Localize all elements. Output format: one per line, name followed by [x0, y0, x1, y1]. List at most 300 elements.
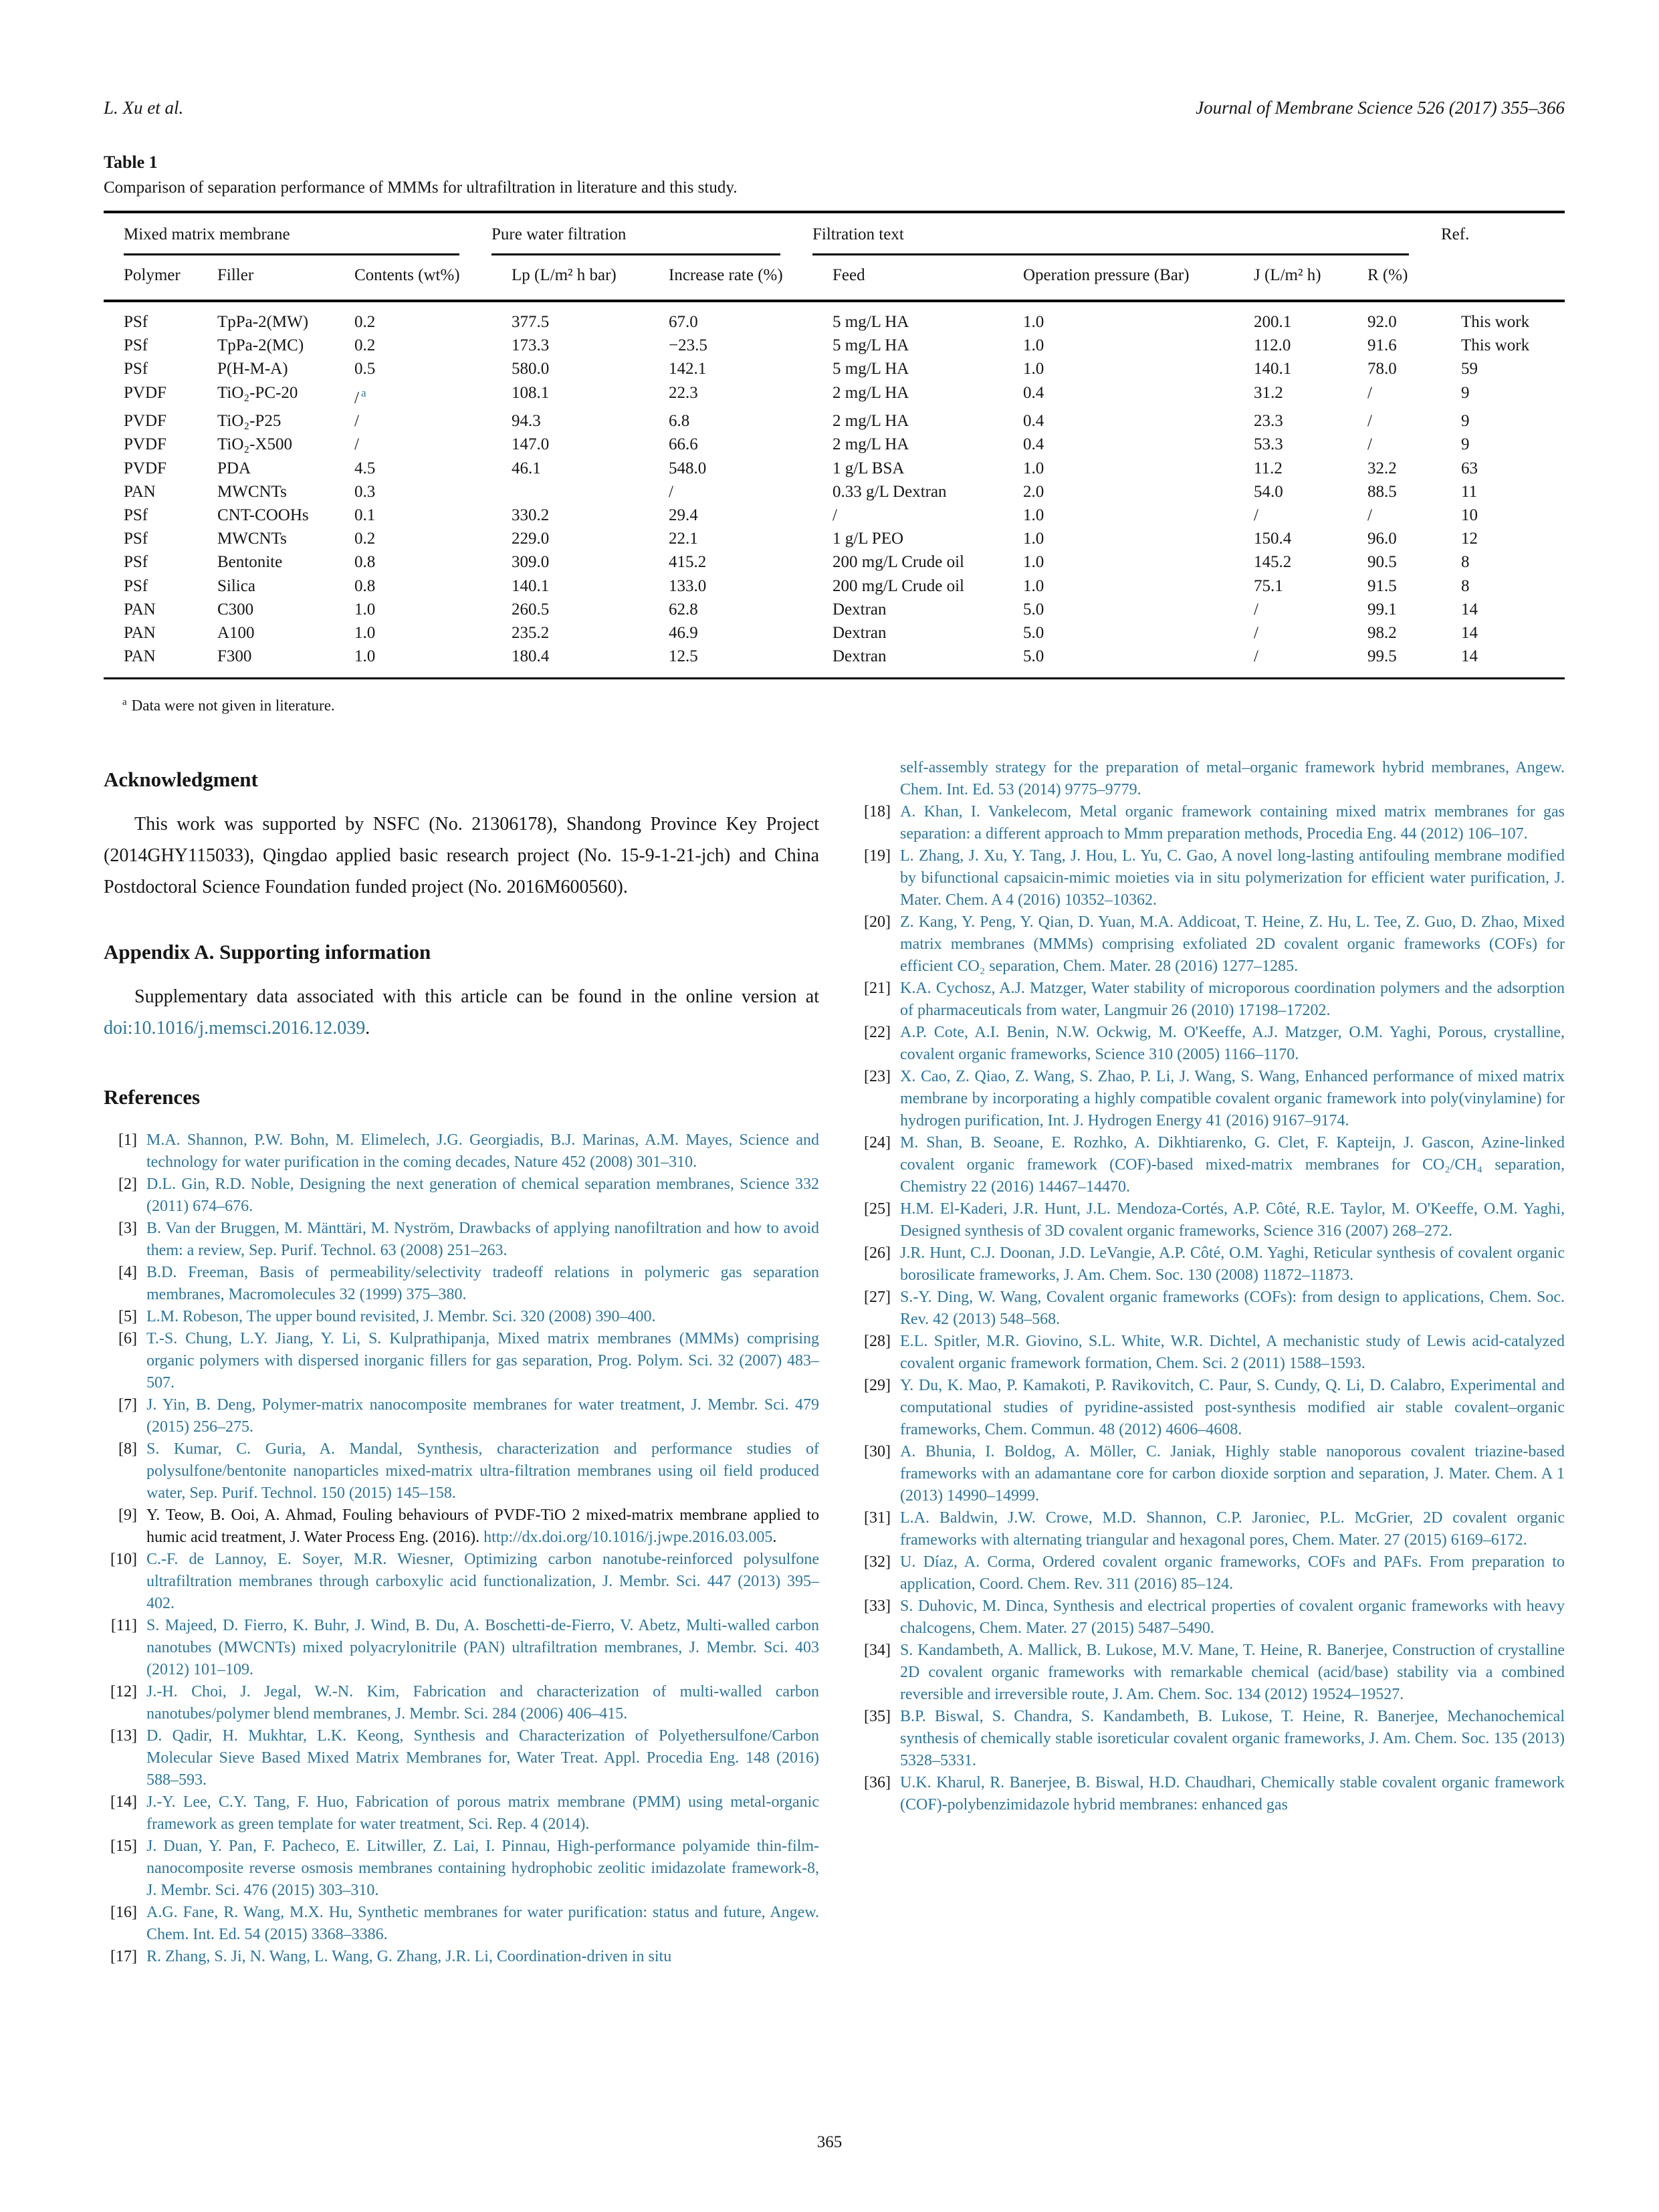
table-row [104, 310, 1565, 334]
cell-j: 54.0 [1254, 482, 1283, 501]
col-contents: Contents (wt%) [354, 266, 460, 284]
reference-number: [36] [864, 1774, 891, 1791]
cell-contents: 0.8 [354, 553, 376, 572]
cell-increase: 6.8 [669, 412, 690, 431]
cell-contents: 0.2 [354, 336, 376, 355]
cell-j: 53.3 [1254, 435, 1283, 454]
reference-item [857, 1022, 1565, 1066]
reference-item [857, 1551, 1565, 1595]
table-row [104, 480, 1565, 504]
cell-increase: 66.6 [669, 435, 698, 454]
cell-r: 98.2 [1367, 623, 1397, 642]
reference-citation[interactable]: S.-Y. Ding, W. Wang, Covalent organic frameworks (COFs): from design to applications, Chem. Soc. Rev. 42 (2013) 548–568. [900, 1289, 1565, 1328]
cell-pressure: 2.0 [1023, 482, 1044, 501]
cell-polymer: PSf [124, 360, 148, 378]
cell-feed: 1 g/L PEO [833, 530, 904, 548]
cell-polymer: PVDF [124, 383, 167, 402]
reference-citation[interactable]: T.-S. Chung, L.Y. Jiang, Y. Li, S. Kulprathipanja, Mixed matrix membranes (MMMs) comprising organic polymers with dispersed inorganic fillers for gas separation, Prog. Polym. Sci. 32 (2007) 483–507. [146, 1330, 819, 1392]
journal-citation: Journal of Membrane Science 526 (2017) 355–366 [1196, 98, 1565, 118]
footnote-text: Data were not given in literature. [131, 697, 335, 715]
cell-lp: 180.4 [512, 647, 550, 666]
cell-pressure: 1.0 [1023, 313, 1044, 331]
cell-pressure: 1.0 [1023, 506, 1044, 524]
cell-r: 32.2 [1367, 459, 1397, 477]
reference-item [857, 1331, 1565, 1375]
cell-lp: 309.0 [512, 553, 550, 572]
cell-j: 150.4 [1254, 530, 1292, 548]
cell-filler: TiO₂-P25 [217, 412, 282, 431]
cell-feed: 200 mg/L Crude oil [833, 553, 964, 572]
reference-number: [17] [110, 1948, 137, 1965]
cell-increase: 415.2 [669, 553, 707, 572]
reference-citation[interactable]: J. Yin, B. Deng, Polymer-matrix nanocomposite membranes for water treatment, J. Membr. Sci. 479 (2015) 256–275. [146, 1396, 819, 1436]
group-mixed-matrix-membrane: Mixed matrix membrane [124, 213, 459, 255]
acknowledgment-title: Acknowledgment [104, 768, 258, 791]
cell-j: 11.2 [1254, 459, 1283, 477]
cell-feed: Dextran [833, 623, 887, 642]
reference-citation[interactable]: H.M. El-Kaderi, J.R. Hunt, J.L. Mendoza-Cortés, A.P. Côté, R.E. Taylor, M. O'Keeffe, O.M. Yaghi, Designed synthesis of 3D covalent organic frameworks, Science 316 (2007) 268–272. [900, 1200, 1565, 1240]
cell-lp: 173.3 [512, 336, 550, 355]
cell-pressure: 0.4 [1023, 412, 1044, 431]
reference-number: [11] [110, 1617, 137, 1634]
reference-item [104, 1615, 819, 1681]
cell-r: 90.5 [1367, 553, 1397, 572]
reference-item [857, 1706, 1565, 1772]
cell-filler: TiO₂-X500 [217, 435, 292, 454]
cell-j: 75.1 [1254, 576, 1283, 595]
reference-item [857, 1198, 1565, 1242]
running-header [104, 98, 1565, 118]
reference-item [857, 911, 1565, 978]
reference-item [104, 1681, 819, 1725]
cell-polymer: PAN [124, 647, 156, 666]
reference-item [104, 1946, 819, 1968]
reference-number: [26] [864, 1244, 891, 1262]
col-operation-pressure: Operation pressure (Bar) [1023, 266, 1190, 284]
reference-number: [18] [864, 803, 891, 820]
table-row [104, 334, 1565, 357]
reference-citation[interactable]: A.P. Cote, A.I. Benin, N.W. Ockwig, M. O'Keeffe, A.J. Matzger, O.M. Yaghi, Porous, crystalline, covalent organic frameworks, Science 310 (2005) 1166–1170. [900, 1024, 1565, 1063]
reference-number: [34] [864, 1642, 891, 1659]
references-right-column [857, 757, 1565, 1816]
cell-pressure: 1.0 [1023, 553, 1044, 572]
reference-number: [2] [118, 1176, 137, 1193]
cell-filler: C300 [217, 600, 254, 619]
cell-contents: / $^a$ [354, 386, 366, 407]
running-authors: L. Xu et al. [104, 98, 184, 118]
col-polymer: Polymer [124, 266, 181, 284]
reference-number: [23] [864, 1068, 891, 1085]
cell-increase: 62.8 [669, 600, 698, 619]
cell-lp: 140.1 [512, 576, 550, 595]
reference-number: [25] [864, 1200, 891, 1218]
cell-ref: 11 [1461, 482, 1478, 501]
cell-r: 99.1 [1367, 600, 1397, 619]
reference-citation[interactable]: D.L. Gin, R.D. Noble, Designing the next generation of chemical separation membranes, Science 332 (2011) 674–676. [146, 1176, 819, 1215]
table-row [104, 550, 1565, 574]
cell-feed: / [833, 506, 837, 524]
group-filtration-text: Filtration text [812, 213, 1409, 255]
reference-number: [27] [864, 1289, 891, 1306]
appendix-text-before: Supplementary data associated with this article can be found in the online version at [134, 986, 819, 1007]
cell-lp: 235.2 [512, 623, 550, 642]
cell-lp: 94.3 [512, 412, 541, 431]
col-filler: Filler [217, 266, 254, 284]
cell-feed: 2 mg/L HA [833, 435, 909, 454]
cell-feed: 0.33 g/L Dextran [833, 482, 947, 501]
cell-contents: 1.0 [354, 623, 376, 642]
reference-item [104, 1725, 819, 1791]
reference-number: [6] [118, 1330, 137, 1347]
table-bottom-rule [104, 677, 1565, 679]
cell-r: 91.6 [1367, 336, 1397, 355]
reference-citation[interactable]: S. Majeed, D. Fierro, K. Buhr, J. Wind, B. Du, A. Boschetti-de-Fierro, V. Abetz, Multi-walled carbon nanotubes (MWCNTs) mixed polyacrylonitrile (PAN) ultrafiltration membranes, J. Membr. Sci. 403 (2012) 101–109. [146, 1617, 819, 1678]
reference-number: [33] [864, 1597, 891, 1615]
cell-increase: 46.9 [669, 623, 698, 642]
reference-number: [21] [864, 980, 891, 997]
cell-r: 99.5 [1367, 647, 1397, 666]
cell-ref: 8 [1461, 576, 1470, 595]
cell-lp [512, 480, 669, 504]
group-ref: Ref. [1441, 225, 1470, 243]
cell-polymer: PVDF [124, 412, 167, 431]
table-label: Table 1 [104, 152, 158, 172]
doi-link[interactable]: doi:10.1016/j.memsci.2016.12.039 [104, 1018, 366, 1038]
reference-item [104, 1328, 819, 1394]
reference-item [104, 1174, 819, 1218]
cell-increase: / [669, 482, 673, 501]
cell-polymer: PSf [124, 553, 148, 572]
reference-citation[interactable]: J.-H. Choi, J. Jegal, W.-N. Kim, Fabrication and characterization of multi-walled carbon nanotubes/polymer blend membranes, J. Membr. Sci. 284 (2006) 406–415. [146, 1683, 819, 1723]
reference-item [104, 1394, 819, 1438]
cell-pressure: 1.0 [1023, 576, 1044, 595]
reference-citation[interactable]: A. Bhunia, I. Boldog, A. Möller, C. Janiak, Highly stable nanoporous covalent triazine-based frameworks with an adamantane core for carbon dioxide sorption and separation, J. Mater. Chem. A 1 (2013) 14990–14999. [900, 1443, 1565, 1505]
reference-number: [16] [110, 1904, 137, 1921]
cell-j: 23.3 [1254, 412, 1283, 431]
cell-filler: TpPa-2(MW) [217, 313, 309, 331]
cell-lp: 147.0 [512, 435, 550, 454]
reference-item [104, 1262, 819, 1306]
reference-item [857, 1772, 1565, 1816]
cell-filler: Bentonite [217, 553, 283, 572]
table-row [104, 409, 1565, 433]
table-row [104, 527, 1565, 550]
reference-item [104, 1902, 819, 1946]
reference-citation[interactable]: S. Duhovic, M. Dinca, Synthesis and electrical properties of covalent organic frameworks with heavy chalcogens, Chem. Mater. 27 (2015) 5487–5490. [900, 1597, 1565, 1637]
cell-feed: Dextran [833, 647, 887, 666]
reference-item [104, 1505, 819, 1549]
table-row [104, 574, 1565, 598]
right-column [857, 757, 1565, 1816]
cell-lp: 108.1 [512, 383, 550, 402]
col-j-flux: J (L/m² h) [1254, 266, 1321, 284]
cell-contents: 1.0 [354, 600, 376, 619]
table-footnote [104, 697, 1565, 715]
reference-item [104, 1306, 819, 1328]
cell-filler: Silica [217, 576, 255, 595]
cell-polymer: PSf [124, 506, 148, 524]
reference-item [104, 1218, 819, 1262]
cell-pressure: 1.0 [1023, 459, 1044, 477]
reference-citation[interactable]: C.-F. de Lannoy, E. Soyer, M.R. Wiesner, Optimizing carbon nanotube-reinforced polysulfone ultrafiltration membranes through carboxylic acid functionalization, J. Membr. Sci. 447 (2013) 395–402. [146, 1551, 819, 1612]
reference-number: [1] [118, 1131, 137, 1149]
cell-contents: 0.8 [354, 576, 376, 595]
reference-item [857, 801, 1565, 845]
cell-j: / [1254, 623, 1258, 642]
col-feed: Feed [833, 266, 865, 284]
table-row [104, 645, 1565, 668]
reference-citation[interactable]: S. Kandambeth, A. Mallick, B. Lukose, M.V. Mane, T. Heine, R. Banerjee, Construction of crystalline 2D covalent organic frameworks with remarkable chemical (acid/base) stability via a combined reversible and irreversible route, J. Am. Chem. Soc. 134 (2012) 19524–19527. [900, 1642, 1565, 1703]
cell-filler: TpPa-2(MC) [217, 336, 304, 355]
table-column-header-row [104, 255, 1565, 300]
reference-item [857, 1066, 1565, 1132]
cell-j: 112.0 [1254, 336, 1291, 355]
cell-r: 92.0 [1367, 313, 1397, 331]
reference-citation[interactable]: A.G. Fane, R. Wang, M.X. Hu, Synthetic membranes for water purification: status and future, Angew. Chem. Int. Ed. 54 (2015) 3368–3386. [146, 1904, 819, 1943]
reference-citation[interactable]: Y. Du, K. Mao, P. Kamakoti, P. Ravikovitch, C. Paur, S. Cundy, Q. Li, D. Calabro, Experimental and computational studies of pyridine-assisted post-synthesis modified air stable covalent–organic frameworks, Chem. Commun. 48 (2012) 4606–4608. [900, 1377, 1565, 1438]
table-row [104, 381, 1565, 410]
table-1 [104, 152, 1565, 715]
cell-filler: F300 [217, 647, 252, 666]
cell-increase: 22.3 [669, 383, 698, 402]
reference-number: [3] [118, 1220, 137, 1237]
cell-lp: 377.5 [512, 313, 550, 331]
reference-item [104, 1549, 819, 1615]
reference-citation[interactable]: X. Cao, Z. Qiao, Z. Wang, S. Zhao, P. Li, J. Wang, S. Wang, Enhanced performance of mixed matrix membrane by incorporating a highly compatible covalent organic framework into poly(vinylamine) for hydrogen purification, Int. J. Hydrogen Energy 41 (2016) 9167–9174. [900, 1068, 1565, 1129]
cell-j: / [1254, 600, 1258, 619]
cell-contents: / [354, 435, 359, 454]
cell-pressure: 1.0 [1023, 530, 1044, 548]
reference-item [857, 1132, 1565, 1198]
table-row [104, 357, 1565, 380]
cell-feed: 200 mg/L Crude oil [833, 576, 964, 595]
cell-r: 88.5 [1367, 482, 1397, 501]
cell-contents: 0.2 [354, 313, 376, 331]
table-row [104, 457, 1565, 480]
cell-contents: 0.5 [354, 360, 376, 378]
reference-item [104, 1791, 819, 1836]
reference-citation[interactable]: M.A. Shannon, P.W. Bohn, M. Elimelech, J.G. Georgiadis, B.J. Marinas, A.M. Mayes, Science and technology for water purification in the coming decades, Nature 452 (2008) 301–310. [146, 1131, 819, 1171]
cell-polymer: PSf [124, 336, 148, 355]
cell-increase: 133.0 [669, 576, 707, 595]
cell-feed: 2 mg/L HA [833, 412, 909, 431]
reference-citation[interactable]: U.K. Kharul, R. Banerjee, B. Biswal, H.D. Chaudhari, Chemically stable covalent organic framework (COF)-polybenzimidazole hybrid membranes: enhanced gas [900, 1774, 1565, 1813]
cell-r: / [1367, 435, 1372, 454]
reference-citation[interactable]: J. Duan, Y. Pan, F. Pacheco, E. Litwiller, Z. Lai, I. Pinnau, High-performance polyamide thin-film-nanocomposite reverse osmosis membranes containing hydrophobic zeolitic imidazolate framework-8, J. Membr. Sci. 476 (2015) 303–310. [146, 1838, 819, 1899]
reference-url-link[interactable]: http://dx.doi.org/10.1016/j.jwpe.2016.03.005 [483, 1529, 773, 1546]
left-column [104, 768, 819, 1968]
reference-citation[interactable]: D. Qadir, H. Mukhtar, L.K. Keong, Synthesis and Characterization of Polyethersulfone/Carbon Molecular Sieve Based Mixed Matrix Membranes for, Water Treat. Appl. Procedia Eng. 148 (2016) 588–593. [146, 1727, 819, 1789]
cell-feed: 2 mg/L HA [833, 383, 909, 402]
reference-number: [15] [110, 1838, 137, 1855]
cell-ref: 9 [1461, 383, 1470, 402]
cell-ref: 59 [1461, 360, 1478, 378]
reference-item [857, 1242, 1565, 1287]
cell-filler: P(H-M-A) [217, 360, 288, 378]
appendix-paragraph [104, 981, 819, 1044]
cell-contents: 0.2 [354, 530, 376, 548]
cell-r: / [1367, 412, 1372, 431]
reference-number: [19] [864, 847, 891, 865]
cell-contents: 0.1 [354, 506, 376, 524]
reference-citation[interactable]: J.-Y. Lee, C.Y. Tang, F. Huo, Fabrication of porous matrix membrane (PMM) using metal-organic framework as green template for water treatment, Sci. Rep. 4 (2014). [146, 1793, 819, 1833]
reference-number: [5] [118, 1308, 137, 1325]
cell-increase: 548.0 [669, 459, 707, 477]
reference-number: [35] [864, 1708, 891, 1725]
reference-citation[interactable]: M. Shan, B. Seoane, E. Rozhko, A. Dikhtiarenko, G. Clet, F. Kapteijn, J. Gascon, Azine-linked covalent organic framework (COF)-based mixed-matrix membranes for CO₂/CH₄ separation, Chemistry 22 (2016) 14467–14470. [900, 1134, 1565, 1196]
cell-r: 96.0 [1367, 530, 1397, 548]
cell-contents: 0.3 [354, 482, 376, 501]
reference-citation[interactable]: L. Zhang, J. Xu, Y. Tang, J. Hou, L. Yu, C. Gao, A novel long-lasting antifouling membrane modified by bifunctional capsaicin-mimic moieties via in situ polymerization for efficient water purification, J. Mater. Chem. A 4 (2016) 10352–10362. [900, 847, 1565, 909]
acknowledgment-paragraph: This work was supported by NSFC (No. 21306178), Shandong Province Key Project (2014GHY115033), Qingdao applied basic research project (No. 15-9-1-21-jch) and China Postdoctoral Science Foundation funded project (No. 2016M600560). [104, 814, 819, 897]
appendix-text-after: . [365, 1018, 370, 1038]
cell-lp: 260.5 [512, 600, 550, 619]
reference-number: [4] [118, 1264, 137, 1281]
reference-number: [9] [118, 1507, 137, 1524]
cell-ref: 9 [1461, 412, 1470, 431]
appendix-title: Appendix A. Supporting information [104, 940, 431, 964]
references-left-column [104, 1129, 819, 1968]
cell-feed: 5 mg/L HA [833, 360, 909, 378]
cell-filler: CNT-COOHs [217, 506, 309, 524]
cell-increase: 67.0 [669, 313, 698, 331]
reference-item [857, 1507, 1565, 1551]
cell-r: 78.0 [1367, 360, 1397, 378]
cell-pressure: 5.0 [1023, 623, 1044, 642]
reference-citation[interactable]: self-assembly strategy for the preparation of metal–organic framework hybrid membranes, Angew. Chem. Int. Ed. 53 (2014) 9775–9779. [900, 759, 1565, 798]
cell-j: 145.2 [1254, 553, 1292, 572]
reference-item [857, 1375, 1565, 1441]
cell-pressure: 1.0 [1023, 360, 1044, 378]
cell-polymer: PAN [124, 623, 156, 642]
cell-feed: 1 g/L BSA [833, 459, 905, 477]
reference-item [857, 1640, 1565, 1706]
reference-item [104, 1836, 819, 1902]
cell-r: / [1367, 383, 1372, 402]
cell-ref: 14 [1461, 623, 1478, 642]
reference-number: [28] [864, 1333, 891, 1350]
reference-continuation [857, 757, 1565, 801]
col-lp: Lp (L/m² h bar) [512, 266, 617, 284]
reference-citation[interactable]: B. Van der Bruggen, M. Mänttäri, M. Nyström, Drawbacks of applying nanofiltration and how to avoid them: a review, Sep. Purif. Technol. 63 (2008) 251–263. [146, 1220, 819, 1259]
references-title: References [104, 1085, 201, 1109]
reference-number: [13] [110, 1727, 137, 1745]
col-ref-spacer [1461, 266, 1565, 298]
reference-item [857, 1287, 1565, 1331]
cell-filler: PDA [217, 459, 251, 477]
cell-increase: 12.5 [669, 647, 698, 666]
cell-polymer: PSf [124, 530, 148, 548]
reference-citation[interactable]: J.R. Hunt, C.J. Doonan, J.D. LeVangie, A.P. Côté, O.M. Yaghi, Reticular synthesis of covalent organic borosilicate frameworks, J. Am. Chem. Soc. 130 (2008) 11872–11873. [900, 1244, 1565, 1284]
cell-contents: 1.0 [354, 647, 376, 666]
reference-number: [24] [864, 1134, 891, 1151]
reference-citation[interactable]: A. Khan, I. Vankelecom, Metal organic framework containing mixed matrix membranes for gas separation: a different approach to Mmm preparation methods, Procedia Eng. 44 (2012) 106–107. [900, 803, 1565, 843]
cell-ref: 14 [1461, 600, 1478, 619]
reference-number: [10] [110, 1551, 137, 1568]
cell-j: 31.2 [1254, 383, 1283, 402]
table-row [104, 433, 1565, 456]
reference-citation[interactable]: L.A. Baldwin, J.W. Crowe, M.D. Shannon, C.P. Jaroniec, P.L. McGrier, 2D covalent organic frameworks with alternating triangular and hexagonal pores, Chem. Mater. 27 (2015) 6169–6172. [900, 1509, 1565, 1549]
cell-pressure: 0.4 [1023, 435, 1044, 454]
cell-j: / [1254, 506, 1258, 524]
cell-pressure: 5.0 [1023, 647, 1044, 666]
reference-item [104, 1438, 819, 1505]
cell-lp: 330.2 [512, 506, 550, 524]
cell-polymer: PVDF [124, 435, 167, 454]
reference-text: Y. Teow, B. Ooi, A. Ahmad, Fouling behaviours of PVDF-TiO 2 mixed-matrix membrane applied to humic acid treatment, J. Water Process Eng. (2016). [146, 1507, 819, 1546]
cell-ref: 63 [1461, 459, 1478, 477]
cell-polymer: PAN [124, 482, 156, 501]
cell-pressure: 1.0 [1023, 336, 1044, 355]
cell-filler: TiO₂-PC-20 [217, 383, 298, 402]
cell-j: 200.1 [1254, 313, 1292, 331]
reference-item [857, 845, 1565, 911]
cell-increase: 29.4 [669, 506, 698, 524]
cell-feed: 5 mg/L HA [833, 336, 909, 355]
reference-item [857, 1595, 1565, 1640]
cell-polymer: PAN [124, 600, 156, 619]
cell-increase: −23.5 [669, 336, 707, 355]
reference-citation[interactable]: K.A. Cychosz, A.J. Matzger, Water stability of microporous coordination polymers and the adsorption of pharmaceuticals from water, Langmuir 26 (2010) 17198–17202. [900, 980, 1565, 1019]
table-body [104, 302, 1565, 677]
reference-number: [20] [864, 913, 891, 931]
footnote-marker: a [122, 697, 127, 708]
reference-citation[interactable]: E.L. Spitler, M.R. Giovino, S.L. White, W.R. Dichtel, A mechanistic study of Lewis acid-catalyzed covalent organic framework formation, Chem. Sci. 2 (2011) 1588–1593. [900, 1333, 1565, 1372]
reference-number: [30] [864, 1443, 891, 1460]
cell-lp: 46.1 [512, 459, 541, 477]
reference-citation[interactable]: Z. Kang, Y. Peng, Y. Qian, D. Yuan, M.A. Addicoat, T. Heine, Z. Hu, L. Tee, Z. Guo, D. Zhao, Mixed matrix membranes (MMMs) comprising exfoliated 2D covalent organic frameworks (COFs) for efficient CO₂ separation, Chem. Mater. 28 (2016) 1277–1285. [900, 913, 1565, 975]
cell-pressure: 5.0 [1023, 600, 1044, 619]
cell-r: / [1367, 506, 1372, 524]
cell-j: 140.1 [1254, 360, 1292, 378]
cell-filler: MWCNTs [217, 482, 287, 501]
cell-filler: A100 [217, 623, 255, 642]
reference-text: . [772, 1529, 777, 1546]
reference-item [857, 1441, 1565, 1507]
reference-citation[interactable]: B.P. Biswal, S. Chandra, S. Kandambeth, B. Lukose, T. Heine, R. Banerjee, Mechanochemical synthesis of chemically stable isoreticular covalent organic frameworks, J. Am. Chem. Soc. 135 (2013) 5328–5331. [900, 1708, 1565, 1769]
cell-feed: 5 mg/L HA [833, 313, 909, 331]
reference-citation[interactable]: L.M. Robeson, The upper bound revisited, J. Membr. Sci. 320 (2008) 390–400. [146, 1308, 656, 1325]
col-increase-rate: Increase rate (%) [669, 266, 783, 284]
cell-ref: 12 [1461, 530, 1478, 548]
cell-feed: Dextran [833, 600, 887, 619]
reference-item [857, 978, 1565, 1022]
cell-contents: / [354, 412, 359, 431]
cell-ref: This work [1461, 313, 1530, 331]
cell-lp: 229.0 [512, 530, 550, 548]
cell-ref: 10 [1461, 506, 1478, 524]
reference-citation[interactable]: R. Zhang, S. Ji, N. Wang, L. Wang, G. Zhang, J.R. Li, Coordination-driven in situ [146, 1948, 672, 1965]
cell-ref: 14 [1461, 647, 1478, 666]
cell-increase: 142.1 [669, 360, 707, 378]
reference-item [104, 1129, 819, 1174]
reference-citation[interactable]: B.D. Freeman, Basis of permeability/selectivity tradeoff relations in polymeric gas separation membranes, Macromolecules 32 (1999) 375–380. [146, 1264, 819, 1303]
cell-polymer: PSf [124, 576, 148, 595]
table-row [104, 621, 1565, 645]
cell-r: 91.5 [1367, 576, 1397, 595]
col-r-rejection: R (%) [1367, 266, 1408, 284]
cell-j: / [1254, 647, 1258, 666]
reference-citation[interactable]: U. Díaz, A. Corma, Ordered covalent organic frameworks, COFs and PAFs. From preparation to application, Coord. Chem. Rev. 311 (2016) 85–124. [900, 1553, 1565, 1593]
table-group-header-row [104, 213, 1565, 255]
reference-citation[interactable]: S. Kumar, C. Guria, A. Mandal, Synthesis, characterization and performance studies of polysulfone/bentonite nanoparticles mixed-matrix ultra-filtration membranes using oil field produced water, Sep. Purif. Technol. 150 (2015) 145–158. [146, 1440, 819, 1502]
reference-number: [7] [118, 1396, 137, 1414]
cell-ref: 9 [1461, 435, 1470, 454]
reference-number: [32] [864, 1553, 891, 1571]
footnote-marker-link: a [360, 386, 366, 399]
cell-contents: 4.5 [354, 459, 376, 477]
table-caption: Comparison of separation performance of MMMs for ultrafiltration in literature and this study. [104, 179, 738, 197]
